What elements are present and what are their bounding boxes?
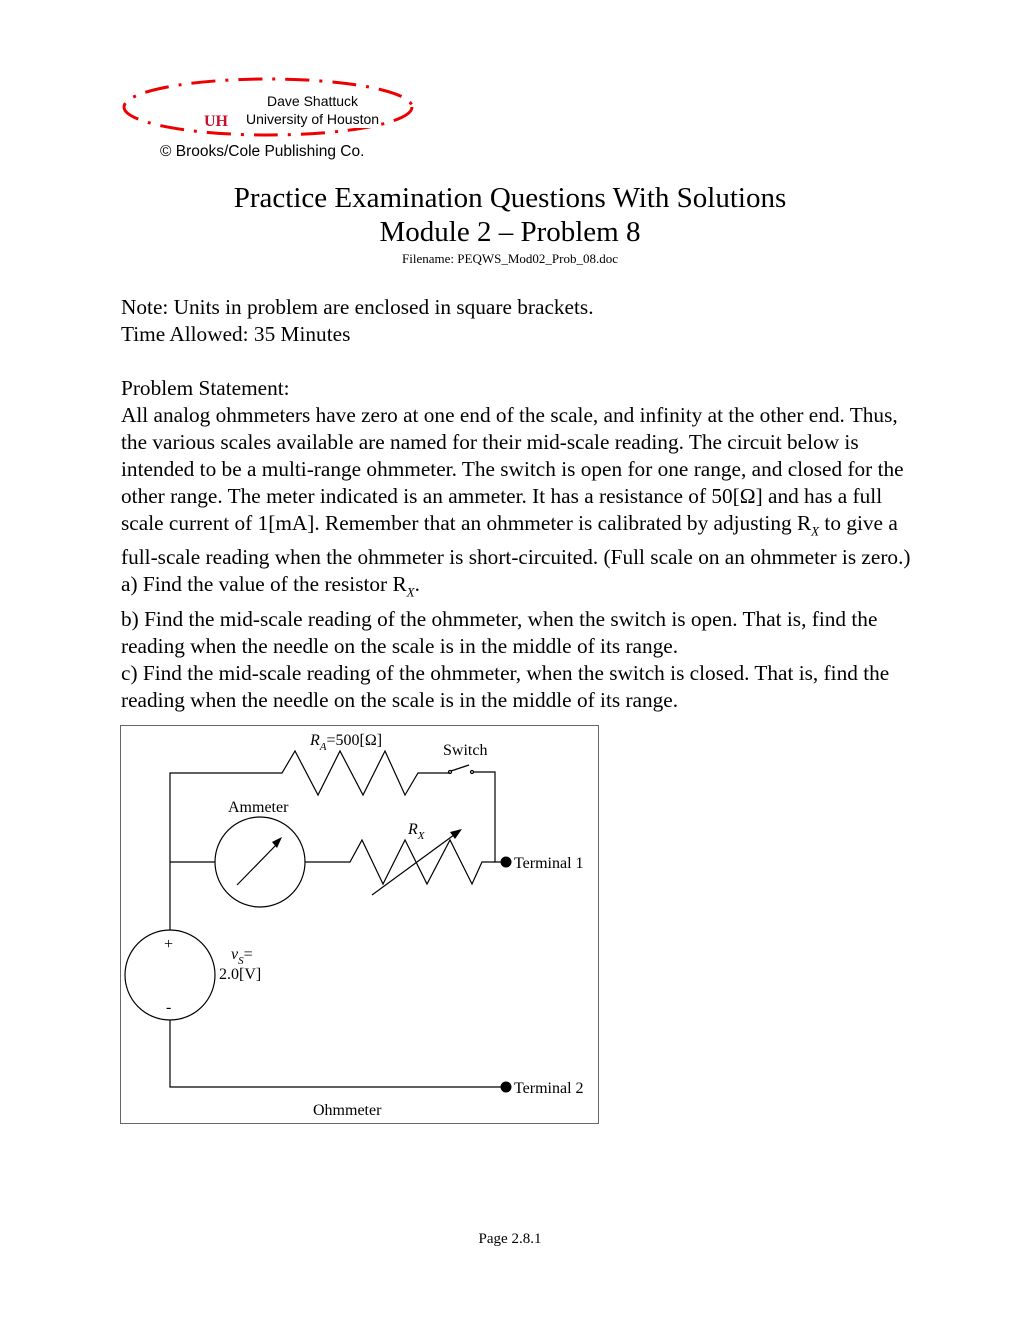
ra-label: $R_A=500[\Omega]$ <box>310 732 383 753</box>
problem-heading: Problem Statement: <box>121 376 290 400</box>
part-a: a) Find the value of the resistor $R_X$. <box>121 572 420 600</box>
diagram-border <box>121 726 599 1124</box>
page-number: Page 2.8.1 <box>478 1231 542 1247</box>
switch-blade <box>451 765 469 771</box>
ammeter-needle <box>237 843 278 885</box>
part-b: b) Find the mid-scale reading of the ohmmeter, when the switch is open. That is, find the reading when the needle on the scale is in the middle of its range. <box>121 606 878 658</box>
rx-label: $R_X$ <box>408 821 425 842</box>
uh-mark: UH <box>204 113 228 130</box>
page-title: Practice Examination Questions With Solutions <box>233 182 787 214</box>
ammeter-label: Ammeter <box>228 799 289 816</box>
resistor-ra <box>170 751 450 930</box>
needle-arrowhead <box>272 837 282 848</box>
logo-institution: University of Houston <box>246 111 380 127</box>
switch-label: Switch <box>443 742 488 759</box>
vs-value: 2.0[V] <box>219 966 262 983</box>
vs-label: $v_S=$ <box>231 946 253 967</box>
terminal2-label: Terminal 2 <box>514 1080 584 1097</box>
problem-paragraph: All analog ohmmeters have zero at one end of the scale, and infinity at the other end. Thus, the various scales available are named for their mid-scale reading. The circuit below is intended to be a multi-range ohmmeter. The switch is open for one range, and closed for the other range. The meter indicated is an ammeter. It has a resistance of 50[Ω] and has a full scale current of 1[mA]. Remember that an ohmmeter is calibrated by adjusting $R_X$ to give a full-scale reading when the ohmmeter is short-circuited. (Full scale on an ohmmeter is zero.) <box>121 403 911 570</box>
part-c: c) Find the mid-scale reading of the ohmmeter, when the switch is closed. That is, find the reading when the needle on the scale is in the middle of its range. <box>121 660 890 712</box>
circuit-diagram <box>120 725 600 1125</box>
terminal1-label: Terminal 1 <box>514 855 584 872</box>
terminal2-dot <box>501 1082 512 1093</box>
rx-arrowhead <box>450 829 462 839</box>
wire-bottom <box>170 1020 506 1087</box>
resistor-rx <box>305 840 495 884</box>
diagram-caption: Ohmmeter <box>313 1102 382 1119</box>
units-note: Note: Units in problem are enclosed in square brackets. <box>121 295 594 319</box>
rx-variable-arrow <box>372 832 458 895</box>
logo-text <box>246 92 379 128</box>
wire-right <box>473 772 506 862</box>
copyright: © Brooks/Cole Publishing Co. <box>160 143 365 160</box>
logo-author: Dave Shattuck <box>267 93 359 109</box>
filename: Filename: PEQWS_Mod02_Prob_08.doc <box>402 251 618 266</box>
problem-body <box>121 294 921 714</box>
plus-sign: + <box>164 936 174 953</box>
minus-sign: - <box>166 999 172 1016</box>
terminal1-dot <box>501 857 512 868</box>
page-subtitle: Module 2 – Problem 8 <box>379 216 641 248</box>
time-allowed: Time Allowed: 35 Minutes <box>121 322 351 346</box>
